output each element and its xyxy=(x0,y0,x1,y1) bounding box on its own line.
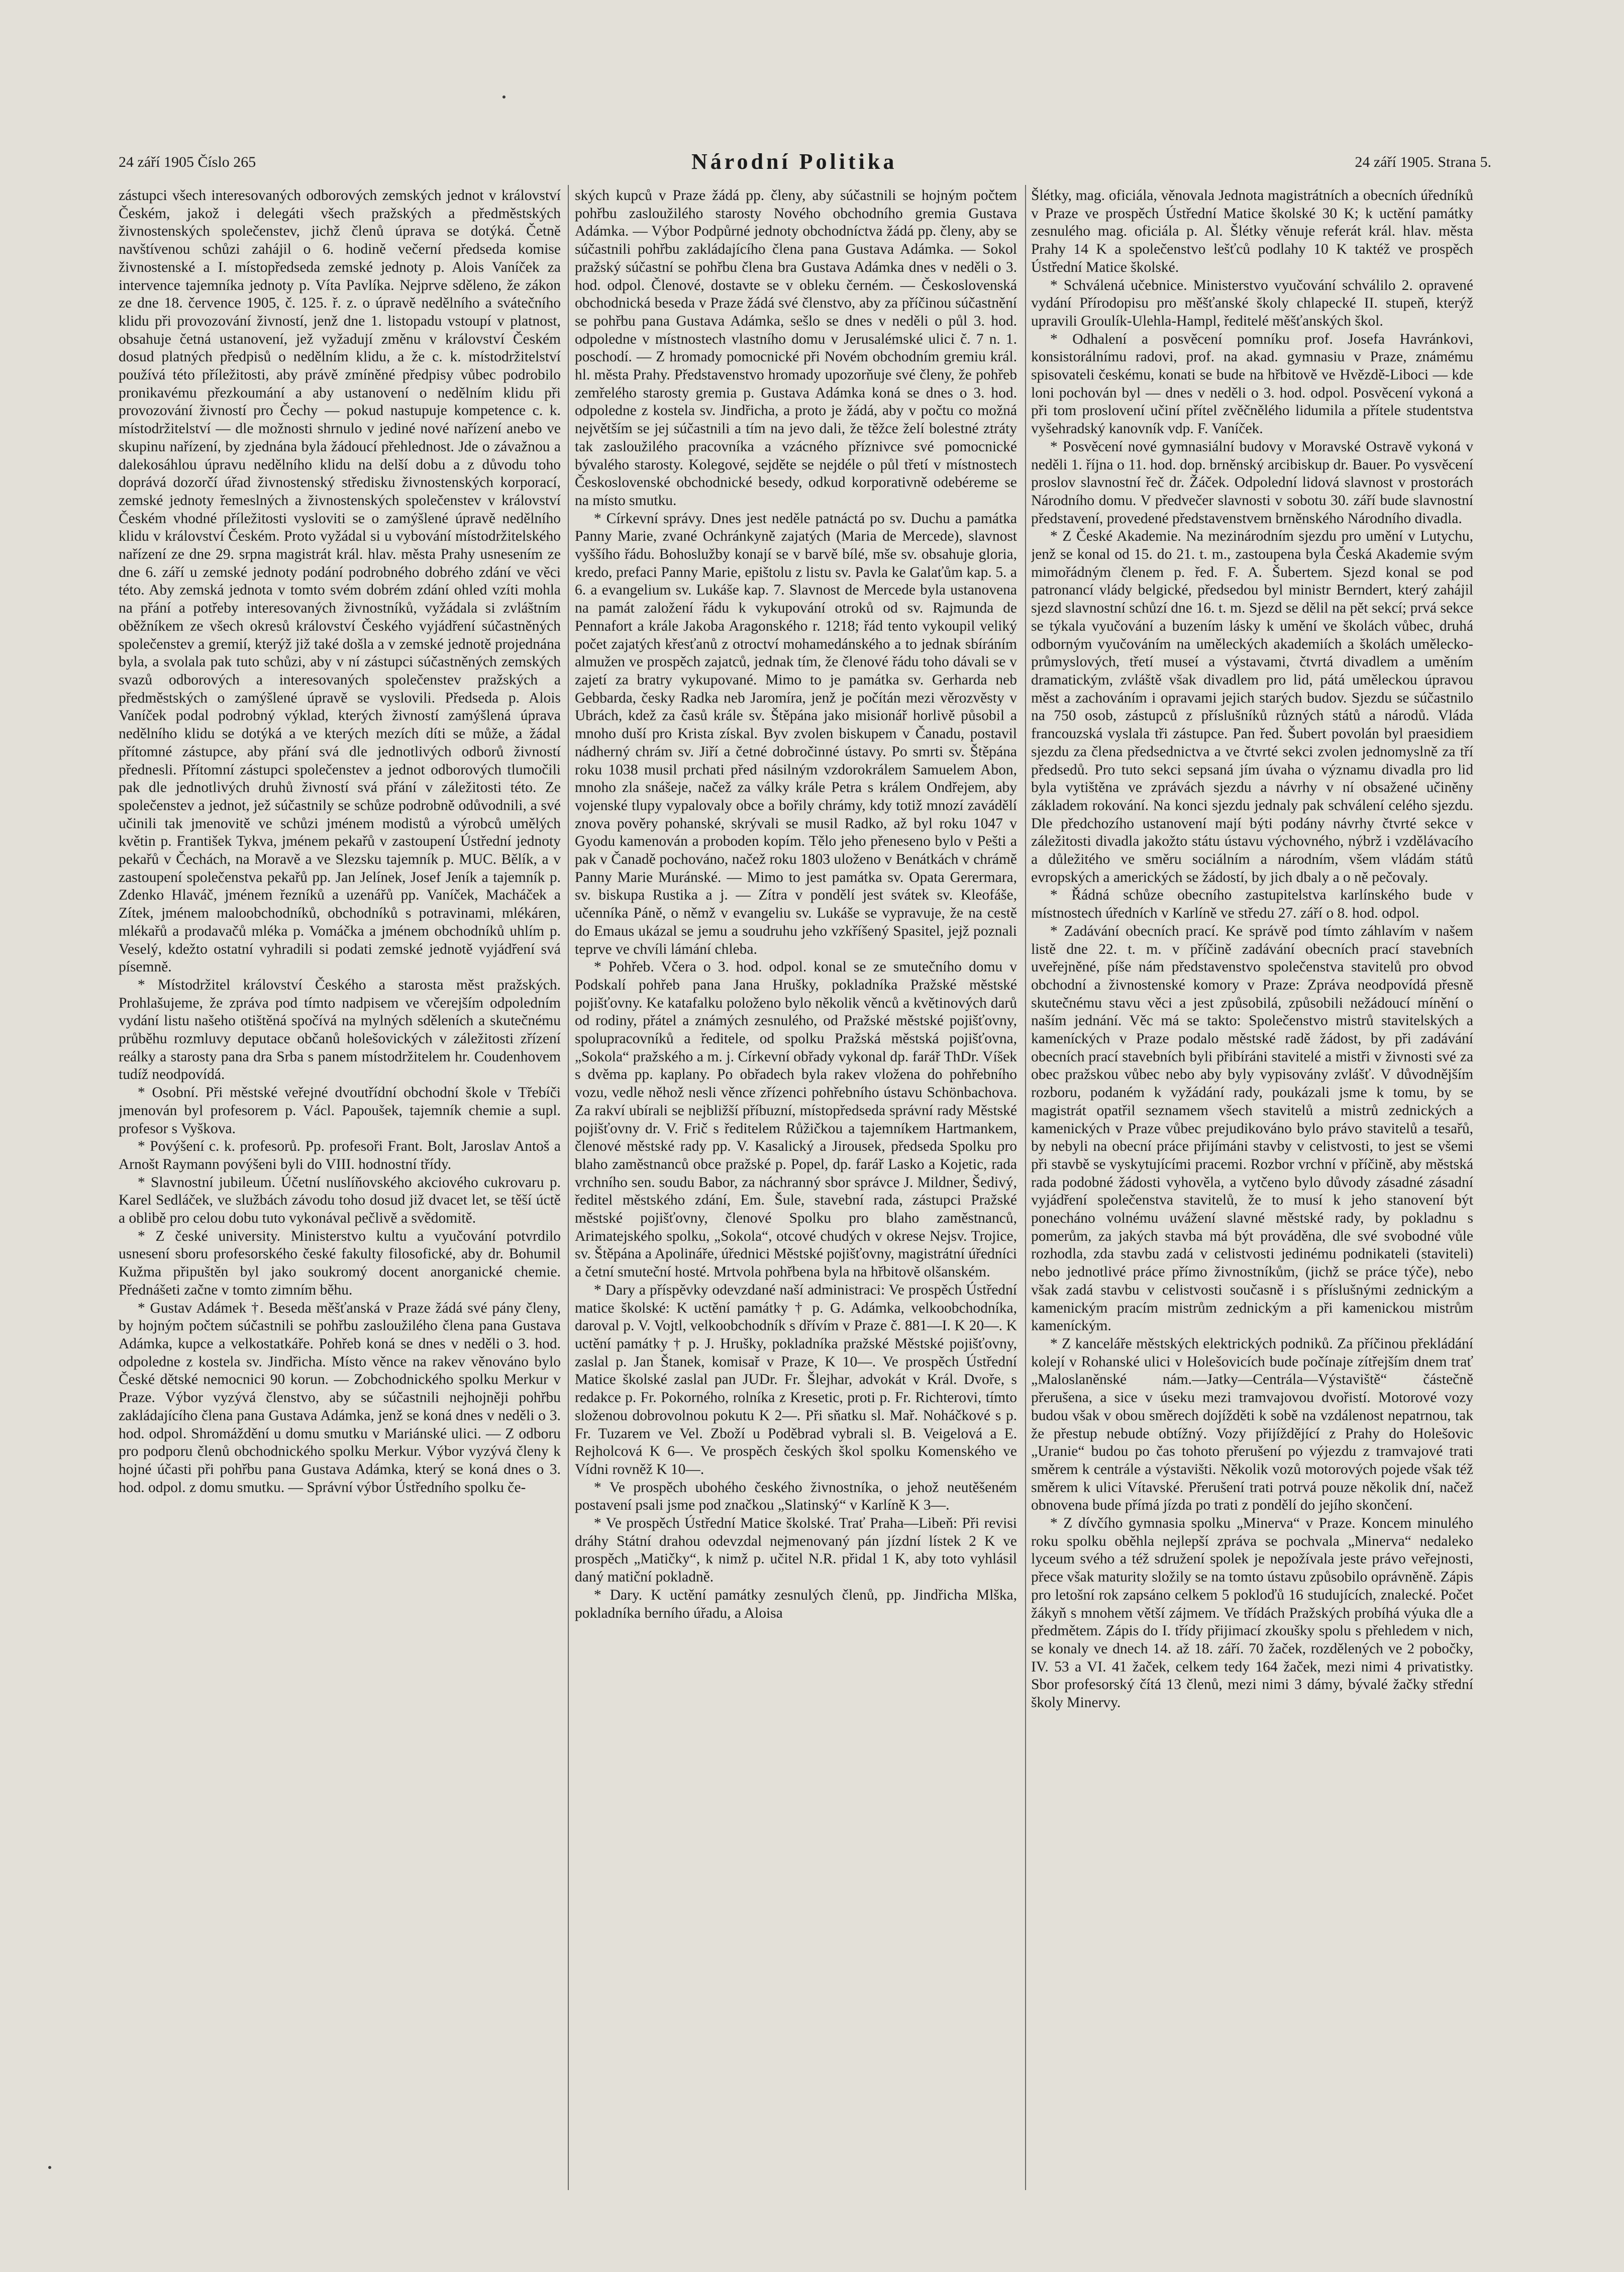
article-paragraph: * Řádná schůze obecního zastupitelstva karlínského bude v místnostech úředních v Karlíně ve středu 27. září o 8. hod. odpol. xyxy=(1031,887,1473,922)
column-2 xyxy=(575,187,1017,2187)
article-paragraph: * Dary a příspěvky odevzdané naší administraci: Ve prospěch Ústřední matice školské: K uctění památky † p. G. Adámka, velkoobchodníka, daroval p. V. Vojtl, velkoobchodník s dřívím v Praze č. 881—I. K 20—. K uctění památky † p. J. Hrušky, pokladníka pražské Městské pojišťovny, zaslal p. Jan Štanek, komisař v Praze, K 10—. Ve prospěch Ústřední Matice školské zaslal pan JUDr. Fr. Šlejhar, advokát v Král. Dvoře, s redakce p. Fr. Pokorného, rolníka z Kresetic, proti p. Fr. Richterovi, tímto složenou dobrovolnou pokutu K 2—. Při sňatku sl. Mař. Noháčkové s p. Fr. Tuzarem ve Vel. Zboží u Poděbrad vybrali sl. B. Veigelová a E. Rejholcová K 6—. Ve prospěch českých škol spolku Komenského ve Vídni rovněž K 10—. xyxy=(575,1281,1017,1477)
article-paragraph: * Z dívčího gymnasia spolku „Minerva“ v Praze. Koncem minulého roku spolku oběhla nejlepší zpráva se pochvala „Minerva“ nedaleko lyceum svého a též sdružení spolek je nepožívala jeste právo veřejnosti, přece však maturity složily se na tomto ústavu způsobilo oprávněně. Zápis pro letošní rok zapsáno celkem 5 pokloďů 16 studujících, znalecké. Počet žákyň s mnohem větší zájmem. Ve třídách Pražských probíhá výuka dle a předmětem. Zápis do I. třídy přijimací zkoušky spolu s přehledem v nich, se konaly ve dnech 14. až 18. září. 70 žaček, rozdělených ve 2 pobočky, IV. 53 a VI. 41 žaček, celkem tedy 164 žaček, mezi nimi 4 privatistky. Sbor profesorský čítá 13 členů, mezi nimi 3 dámy, bývalé žačky střední školy Minervy. xyxy=(1031,1515,1473,1711)
article-paragraph: * Odhalení a posvěcení pomníku prof. Josefa Havránkovi, konsistorálnímu radovi, prof. na akad. gymnasiu v Praze, známému spisovateli českému, konati se bude na hřbitově ve Hvězdě-Liboci — kde loni pochován byl — dnes v neděli o 3. hod. odpol. Posvěcení vykoná a při tom proslovení učiní přítel zvěčnělého lidumila a přítele studentstva vyšehradský kanovník vdp. F. Vaníček. xyxy=(1031,331,1473,437)
article-paragraph: * Dary. K uctění památky zesnulých členů, pp. Jindřicha Mlška, pokladníka berního úřadu, a Aloisa xyxy=(575,1587,1017,1621)
article-paragraph: * Povýšení c. k. profesorů. Pp. profesoři Frant. Bolt, Jaroslav Antoš a Arnošt Raymann povýšeni byli do VIII. hodnostní třídy. xyxy=(119,1138,561,1172)
header-date-issue: 24 září 1905 Číslo 265 xyxy=(119,154,256,170)
page-header xyxy=(119,149,1491,177)
article-paragraph: * Pohřeb. Včera o 3. hod. odpol. konal se ze smutečního domu v Podskalí pohřeb pana Jana Hrušky, pokladníka Pražské městské pojišťovny. Ke katafalku položeno bylo několik věnců a květinových darů od rodiny, přátel a známých zesnulého, od Pražské městské pojišťovny, spolupracovníků a ředitele, od spolku Pražská městská pojišťovna, „Sokola“ pražského a m. j. Církevní obřady vykonal dp. farář ThDr. Víšek s dvěma pp. kaplany. Po obřadech byla rakev vložena do pohřebního vozu, vedle něhož nesli věnce zřízenci pohřebního ústavu Schönbachova. Za rakví ubírali se nejbližší příbuzní, místopředseda správní rady Městské pojišťovny dr. V. Frič s ředitelem Růžičkou a tajemníkem Hartmankem, členové městské rady pp. V. Kasalický a Jirousek, předseda Spolku pro blaho zaměstnanců obce pražské p. Popel, dp. farář Lasko a Kojetic, rada vrchního sen. soudu Babor, za náchranný sbor správce J. Mildner, Šedivý, ředitel městského zdání, Em. Šule, stavební rada, zástupci Pražské městské pojišťovny, členové Spolku pro blaho zaměstnanců, Arimatejského spolku, „Sokola“, otcové chudých v okrese Nejsv. Trojice, sv. Štěpána a Apolináře, úřednici Městské pojišťovny, magistrátní úředníci a četní smuteční hosté. Mrtvola pohřbena byla na hřbitově olšanském. xyxy=(575,959,1017,1280)
article-paragraph: * Z České Akademie. Na mezinárodním sjezdu pro umění v Lutychu, jenž se konal od 15. do 21. t. m., zastoupena byla Česká Akademie svým mimořádným členem p. řed. F. A. Šubertem. Sjezd konal se pod patronancí vlády belgické, předsedou byl ministr Berndert, který zahájil sjezd slavnostní schůzí dne 16. t. m. Sjezd se dělil na pět sekcí; prvá sekce se týkala vyučování a buzením lásky k umění ve školách vůbec, druhá odborným vyučováním na uměleckých akademiích a školách umělecko-průmyslových, třetí museí a výstavami, čtvrtá divadlem a uměním dramatickým, zvláště však divadlem pro lid, pátá uměleckou úpravou měst a zachováním i opravami jejich starých budov. Sjezdu se súčastnilo na 750 osob, zástupců z příslušníků různých států a národů. Vláda francouzská vyslala tři zástupce. Pan řed. Šubert povolán byl praesidiem sjezdu za člena předsednictva a ve čtvrté sekci zvolen jednomyslně za tří předsedů. Pro tuto sekci sepsaná jím úvaha o významu divadla pro lid byla vytištěna ve zprávách sjezdu a návrhy v ní obsažené učiněny základem rokování. Na konci sjezdu jednaly pak schválení celého sjezdu. Dle předchozího ustanovení mají býti podány návrhy čtvrté sekce v záležitosti divadla jakožto státu ústavu výchovného, nýbrž i vzdělávacího a důležitého ve směru sociálním a národním, všem vládám států evropských a amerických se žádostí, by jich dbaly a o ně pečovaly. xyxy=(1031,528,1473,885)
article-paragraph: * Ve prospěch Ústřední Matice školské. Trať Praha—Libeň: Při revisi dráhy Státní drahou odevzdal nejmenovaný pán jízdní lístek 2 K ve prospěch „Matičky“, k nimž p. učitel N.R. přidal 1 K, aby toto vyhlásil daný matiční pokladně. xyxy=(575,1515,1017,1586)
article-paragraph: * Místodržitel království Českého a starosta měst pražských. Prohlašujeme, že zpráva pod tímto nadpisem ve včerejším odpoledním vydání listu našeho otištěná spočívá na mylných sděleních a skutečnému průběhu rozmluvy deputace občanů holešovických v záležitosti zřízení reálky a starosty pana dra Srba s panem místodržitelem hr. Coudenhovem tudíž neodpovídá. xyxy=(119,976,561,1083)
masthead-title: Národní Politika xyxy=(691,149,897,174)
paper-speck xyxy=(48,2166,51,2169)
article-paragraph: * Ve prospěch ubohého českého živnostníka, o jehož neutěšeném postavení psali jsme pod značkou „Slatinský“ v Karlíně K 3—. xyxy=(575,1479,1017,1514)
article-paragraph: * Slavnostní jubileum. Účetní nuslíňovského akciového cukrovaru p. Karel Sedláček, ve službách závodu toho dosud již dvacet let, se těší úctě a oblibě pro celou dobu tuto vykonával pečlivě a svědomitě. xyxy=(119,1174,561,1227)
article-paragraph: zástupci všech interesovaných odborových zemských jednot v království Českém, jakož i delegáti všech pražských a předměstských živnostenských společenstev, jichž členů úprava se dotýká. Četně navštívenou schůzi zahájil o 6. hodině večerní předseda komise živnostenské a I. místopředseda zemské jednoty p. Alois Vaníček za intervence tajemníka jednoty p. Víta Pavlíka. Nejprve sděleno, že zákon ze dne 18. července 1905, č. 125. ř. z. o úpravě nedělního a svátečního klidu při provozování živností, jenž dne 1. listopadu vstoupí v platnost, obsahuje četná ustanovení, jež vyžadují změnu v království Českém dosud platných předpisů o nedělním klidu, a že c. k. místodržitelství používá této příležitosti, aby právě zmíněné předpisy vůbec podrobilo pronikavému přezkoumání a aby ustanovení o nedělním klidu při provozování živností pro Čechy — pokud nastupuje kompetence c. k. místodržitelství — dle možnosti shrnulo v jediné nové nařízení anebo ve skupinu nařízení, by zjednána byla žádoucí přehlednost. Jde o závažnou a dalekosáhlou úpravu nedělního klidu na delší dobu a z důvodu toho doprává dozorčí úřad živnostenský středisku živnostenských korporací, zemské jednoty řemeslných a živnostenských společenstev v království Českém vhodné příležitosti vysloviti se o zamýšlené úpravě nedělního klidu v království Českém. Proto vyžádal si u vybování místodržitelského nařízení ze dne 29. srpna magistrát král. hlav. města Prahy usnesením ze dne 6. září u zemské jednoty podání podrobného dobrého zdání ve věci této. Aby zemská jednota v tomto svém dobrém zdání ohled vzíti mohla na přání a potřeby interesovaných živnostníků, vyžádala si zvláštním oběžníkem ze všech okresů království Českého vyjádření súčastněných společenstev a gremií, kterýž již také došla a v zemské jednotě projednána byla, a svolala pak tuto schůzi, aby v ní zástupci súčastněných zemských svazů odborových a interesovaných společenstev pražských a předměstských o zamýšlené úpravě se vyslovili. Předseda p. Alois Vaníček podal podrobný výklad, kterých živností zamýšlená úprava nedělního klidu se dotýká a ve kterých mezích díti se může, a žádal přítomné zástupce, aby přání svá dle jednotlivých odborů živností přednesli. Přítomní zástupci společenstev a jednot odborových tlumočili pak dle jednotlivých druhů živností svá přání v záležitosti této. Ze společenstev a jednot, jež súčastnily se schůze podrobně odůvodnili, a své učinili tak jmenovitě ve schůzi jménem modistů a výrobců umělých květin p. František Tykva, jménem pekařů v zastoupení Ústřední jednoty pekařů v Čechách, na Moravě a ve Slezsku tajemník p. MUC. Bělík, a v zastoupení společenstva pekařů pp. Jan Jelínek, Josef Jeník a tajemník p. Zdenko Hlaváč, jménem řezníků a uzenářů pp. Vaníček, Macháček a Zítek, jménem maloobchodníků, obchodníků s potravinami, mlékáren, mlékařů a prodavačů mléka p. Vomáčka a jménem obchodníků uhlím p. Veselý, kdežto ostatní vyhradili si podati zemské jednotě vyjádření svá písemně. xyxy=(119,187,561,975)
header-date-page: 24 září 1905. Strana 5. xyxy=(1355,154,1491,170)
column-divider xyxy=(1025,185,1026,2190)
column-3 xyxy=(1031,187,1473,2187)
article-paragraph: * Z kanceláře městských elektrických podniků. Za příčinou překládání kolejí v Rohanské ulici v Holešovicích bude počínaje zítřejším dnem trať „Maloslaněnské nám.—Jatky—Centrála—Výstaviště“ částečně přerušena, a sice v úseku mezi tramvajovou dvořistí. Motorové vozy budou však v obou směrech dojížděti k sobě na vzdálenost nepatrnou, tak že přestup nebude obtížný. Vozy přijíždějící z Prahy do Holešovic „Uranie“ budou po čas tohoto přerušení po výjezdu z tramvajové trati směrem k centrále a výstavišti. Několik vozů motorových pojede však též směrem k ulici Vítavské. Přerušení trati potrvá pouze několik dní, načež obnovena bude přímá jízda po trati z pondělí do jejího skončení. xyxy=(1031,1336,1473,1514)
article-paragraph: * Posvěcení nové gymnasiální budovy v Moravské Ostravě vykoná v neděli 1. října o 11. hod. dop. brněnský arcibiskup dr. Bauer. Po vysvěcení proslov slavnostní řeč dr. Žáček. Odpolední lidová slavnost v prostorách Národního domu. V předvečer slavnosti v sobotu 30. září bude slavnostní představení, provedené představenstvem brněnského Národního divadla. xyxy=(1031,438,1473,527)
article-paragraph: * Gustav Adámek †. Beseda měšťanská v Praze žádá své pány členy, by hojným počtem súčastnili se pohřbu zasloužilého člena pana Gustava Adámka, kupce a velkostatkáře. Pohřeb koná se dnes v neděli o 3. hod. odpoledne z kostela sv. Jindřicha. Místo věnce na rakev věnováno bylo České dětské nemocnici 90 korun. — Zobchodnického spolku Merkur v Praze. Výbor vyzývá členstvo, aby se súčastnili nejhojněji pohřbu zakládajícího člena pana Gustava Adámka, jenž se koná dnes v neděli o 3. hod. odpol. Shromáždění u domu smutku v Mariánské ulici. — Z odboru pro podporu členů obchodnického spolku Merkur. Výbor vyzývá členy k hojné účasti při pohřbu pana Gustava Adámka, který se koná dnes o 3. hod. odpol. z domu smutku. — Správní výbor Ústředního spolku če- xyxy=(119,1300,561,1496)
article-paragraph: * Církevní správy. Dnes jest neděle patnáctá po sv. Duchu a památka Panny Marie, zvané Ochránkyně zajatých (Maria de Mercede), slavnost vyššího řádu. Bohoslužby konají se v barvě bílé, mše sv. obsahuje gloria, kredo, prefaci Panny Marie, epištolu z listu sv. Pavla ke Galaťům kap. 5. a 6. a evangelium sv. Lukáše kap. 7. Slavnost de Mercede byla ustanovena na památ založení řádu k vykupování otroků od sv. Rajmunda de Pennafort a krále Jakoba Aragonského r. 1218; řád tento vykoupil veliký počet zajatých křesťanů z otroctví mohamedánského a to jednak sbíráním almužen ve prospěch zajatců, jednak tím, že členové řádu toho dávali se v zajetí za bratry vykupované. Mimo to je památka sv. Gerharda neb Gebbarda, česky Radka neb Jaromíra, jenž je počítán mezi věrozvěsty v Ubrách, kdež za časů krále sv. Štěpána jako misionář horlivě působil a mnoho duší pro Krista získal. Byv zvolen biskupem v Čanadu, postavil nádherný chrám sv. Jiří a četné dobročinné ústavy. Po smrti sv. Štěpána roku 1038 musil prchati před násilným vzdorokrálem Samuelem Abon, mnoho zla snášeje, načež za války krále Petra s králem Ondřejem, aby vojenské tlupy vypalovaly obce a bořily chrámy, kdy totiž mnozí zavádělí znova pověry pohanské, skrývali se musil Radko, až byl roku 1047 v Gyodu kamenován a proboden kopím. Tělo jeho přeneseno bylo v Pešti a pak v Čanadě pochováno, načež roku 1803 uloženo v Benátkách v chrámě Panny Marie Muránské. — Mimo to jest památka sv. Opata Gerermara, sv. biskupa Rustika a j. — Zítra v pondělí jest svátek sv. Kleofáše, učenníka Páně, o němž v evangeliu sv. Lukáše se vypravuje, že na cestě do Emaus ukázal se jemu a soudruhu jeho vzkříšený Spasitel, jejž poznali teprve ve chvíli lámání chleba. xyxy=(575,510,1017,957)
article-paragraph: Šlétky, mag. oficiála, věnovala Jednota magistrátních a obecních úředníků v Praze ve prospěch Ústřední Matice školské 30 K; k uctění památky zesnulého mag. oficiála p. Al. Šlétky věnuje referát král. hlav. města Prahy 14 K a společenstvo lešťců podlahy 10 K taktéž ve prospěch Ústřední Matice školské. xyxy=(1031,187,1473,275)
article-paragraph: ských kupců v Praze žádá pp. členy, aby súčastnili se hojným počtem pohřbu zasloužilého starosty Nového obchodního gremia Gustava Adámka. — Výbor Podpůrné jednoty obchodníctva žádá pp. členy, aby se súčastnili pohřbu zakládajícího člena pana Gustava Adámka. — Sokol pražský súčastní se pohřbu člena bra Gustava Adámka dnes v neděli o 3. hod. odpol. Členové, dostavte se v obleku černém. — Československá obchodnická beseda v Praze žádá své členstvo, aby za příčinou súčastnění se pohřbu pana Gustava Adámka, sešlo se dnes v neděli o půl 3. hod. odpoledne v místnostech vlastního domu v Jerusalémské ulici č. 7 n. 1. poschodí. — Z hromady pomocnické při Novém obchodním gremiu král. hl. města Prahy. Představenstvo hromady upozorňuje své členy, že pohřeb zemřelého starosty gremia p. Gustava Adámka koná se dnes o 3. hod. odpoledne z kostela sv. Jindřicha, a proto je žádá, aby v počtu co možná největším se jej súčastnili a tím na jevo dali, že těžce želí bolestné ztráty tak zasloužilého pracovníka a vzácného příznivce své pomocnické bývalého starosty. Kolegové, sejděte se nejdéle o půl třetí v místnostech Československé obchodnické besedy, odkud korporativně odebéreme se na místo smutku. xyxy=(575,187,1017,509)
article-paragraph: * Osobní. Při městské veřejné dvoutřídní obchodní škole v Třebíči jmenován byl profesorem p. Václ. Papoušek, tajemník chemie a supl. profesor s Vyškova. xyxy=(119,1084,561,1137)
article-paragraph: * Schválená učebnice. Ministerstvo vyučování schválilo 2. opravené vydání Přírodopisu pro měšťanské školy chlapecké II. stupeň, kterýž upravili Groulík-Ulehla-Hampl, ředitelé měšťanských škol. xyxy=(1031,277,1473,329)
column-1 xyxy=(119,187,561,2187)
paper-speck xyxy=(502,95,505,98)
article-paragraph: * Zadávání obecních prací. Ke správě pod tímto záhlavím v našem listě dne 22. t. m. v příčině zadávání obecních prací stavebních uveřejněné, píše nám představenstvo společenstva stavitelů pro obvod obchodní a živnostenské komory v Praze: Zpráva neodpovídá přesně skutečnému stavu věci a jest způsobilá, způsobili nežádoucí mínění o naším jednání. Věc má se takto: Společenstvo mistrů stavitelských a kameníckých v Praze podalo městské radě žádost, by při zadávání obecních prací stavebních byli přibíráni stavitelé a mistři v živnosti své za obec pražskou vůbec nebo aby byly vypisovány zvlášť. V důvodnějším rozboru, podaném k vyžádání rady, poukázali jsme k tomu, by se magistrát opatřil seznamem všech stavitelů a mistrů zednických a kamenických v Praze vůbec prejudikováno bylo právo stavitelů a tesařů, by nebyli na obecní práce přijímáni stavby v celistvosti, to jest se všemi při stavbě se vyskytujícími pracemi. Rozbor vrchní v příčině, aby městská rada podobné žádosti vyhověla, a vytčeno bylo důvody zásadné zásadní vyjádření společenstva stavitelů, že to musí k jeho stanovení být ponecháno volnému uvážení slavné městské rady, by pokladnu s pomerům, za jakých stavba má být prováděna, dle své svobodné vůle rozhodla, zda stavbu zadá v celistvosti jedinému podnikateli (staviteli) nebo jednotlivé práce přímo živnostníkům, (jichž se práce týče), nebo však zadá stavbu v celistvosti současně i s příslušnými zednickým a kamenickým pracím mistrům zednickým a při kamenickou mistrům kameníckým. xyxy=(1031,923,1473,1334)
column-divider xyxy=(568,185,569,2190)
article-paragraph: * Z české university. Ministerstvo kultu a vyučování potvrdilo usnesení sboru profesorského české fakulty filosofické, aby dr. Bohumil Kužma připuštěn byl jako soukromý docent anorganické chemie. Přednášeti začne v tomto zimním běhu. xyxy=(119,1228,561,1298)
